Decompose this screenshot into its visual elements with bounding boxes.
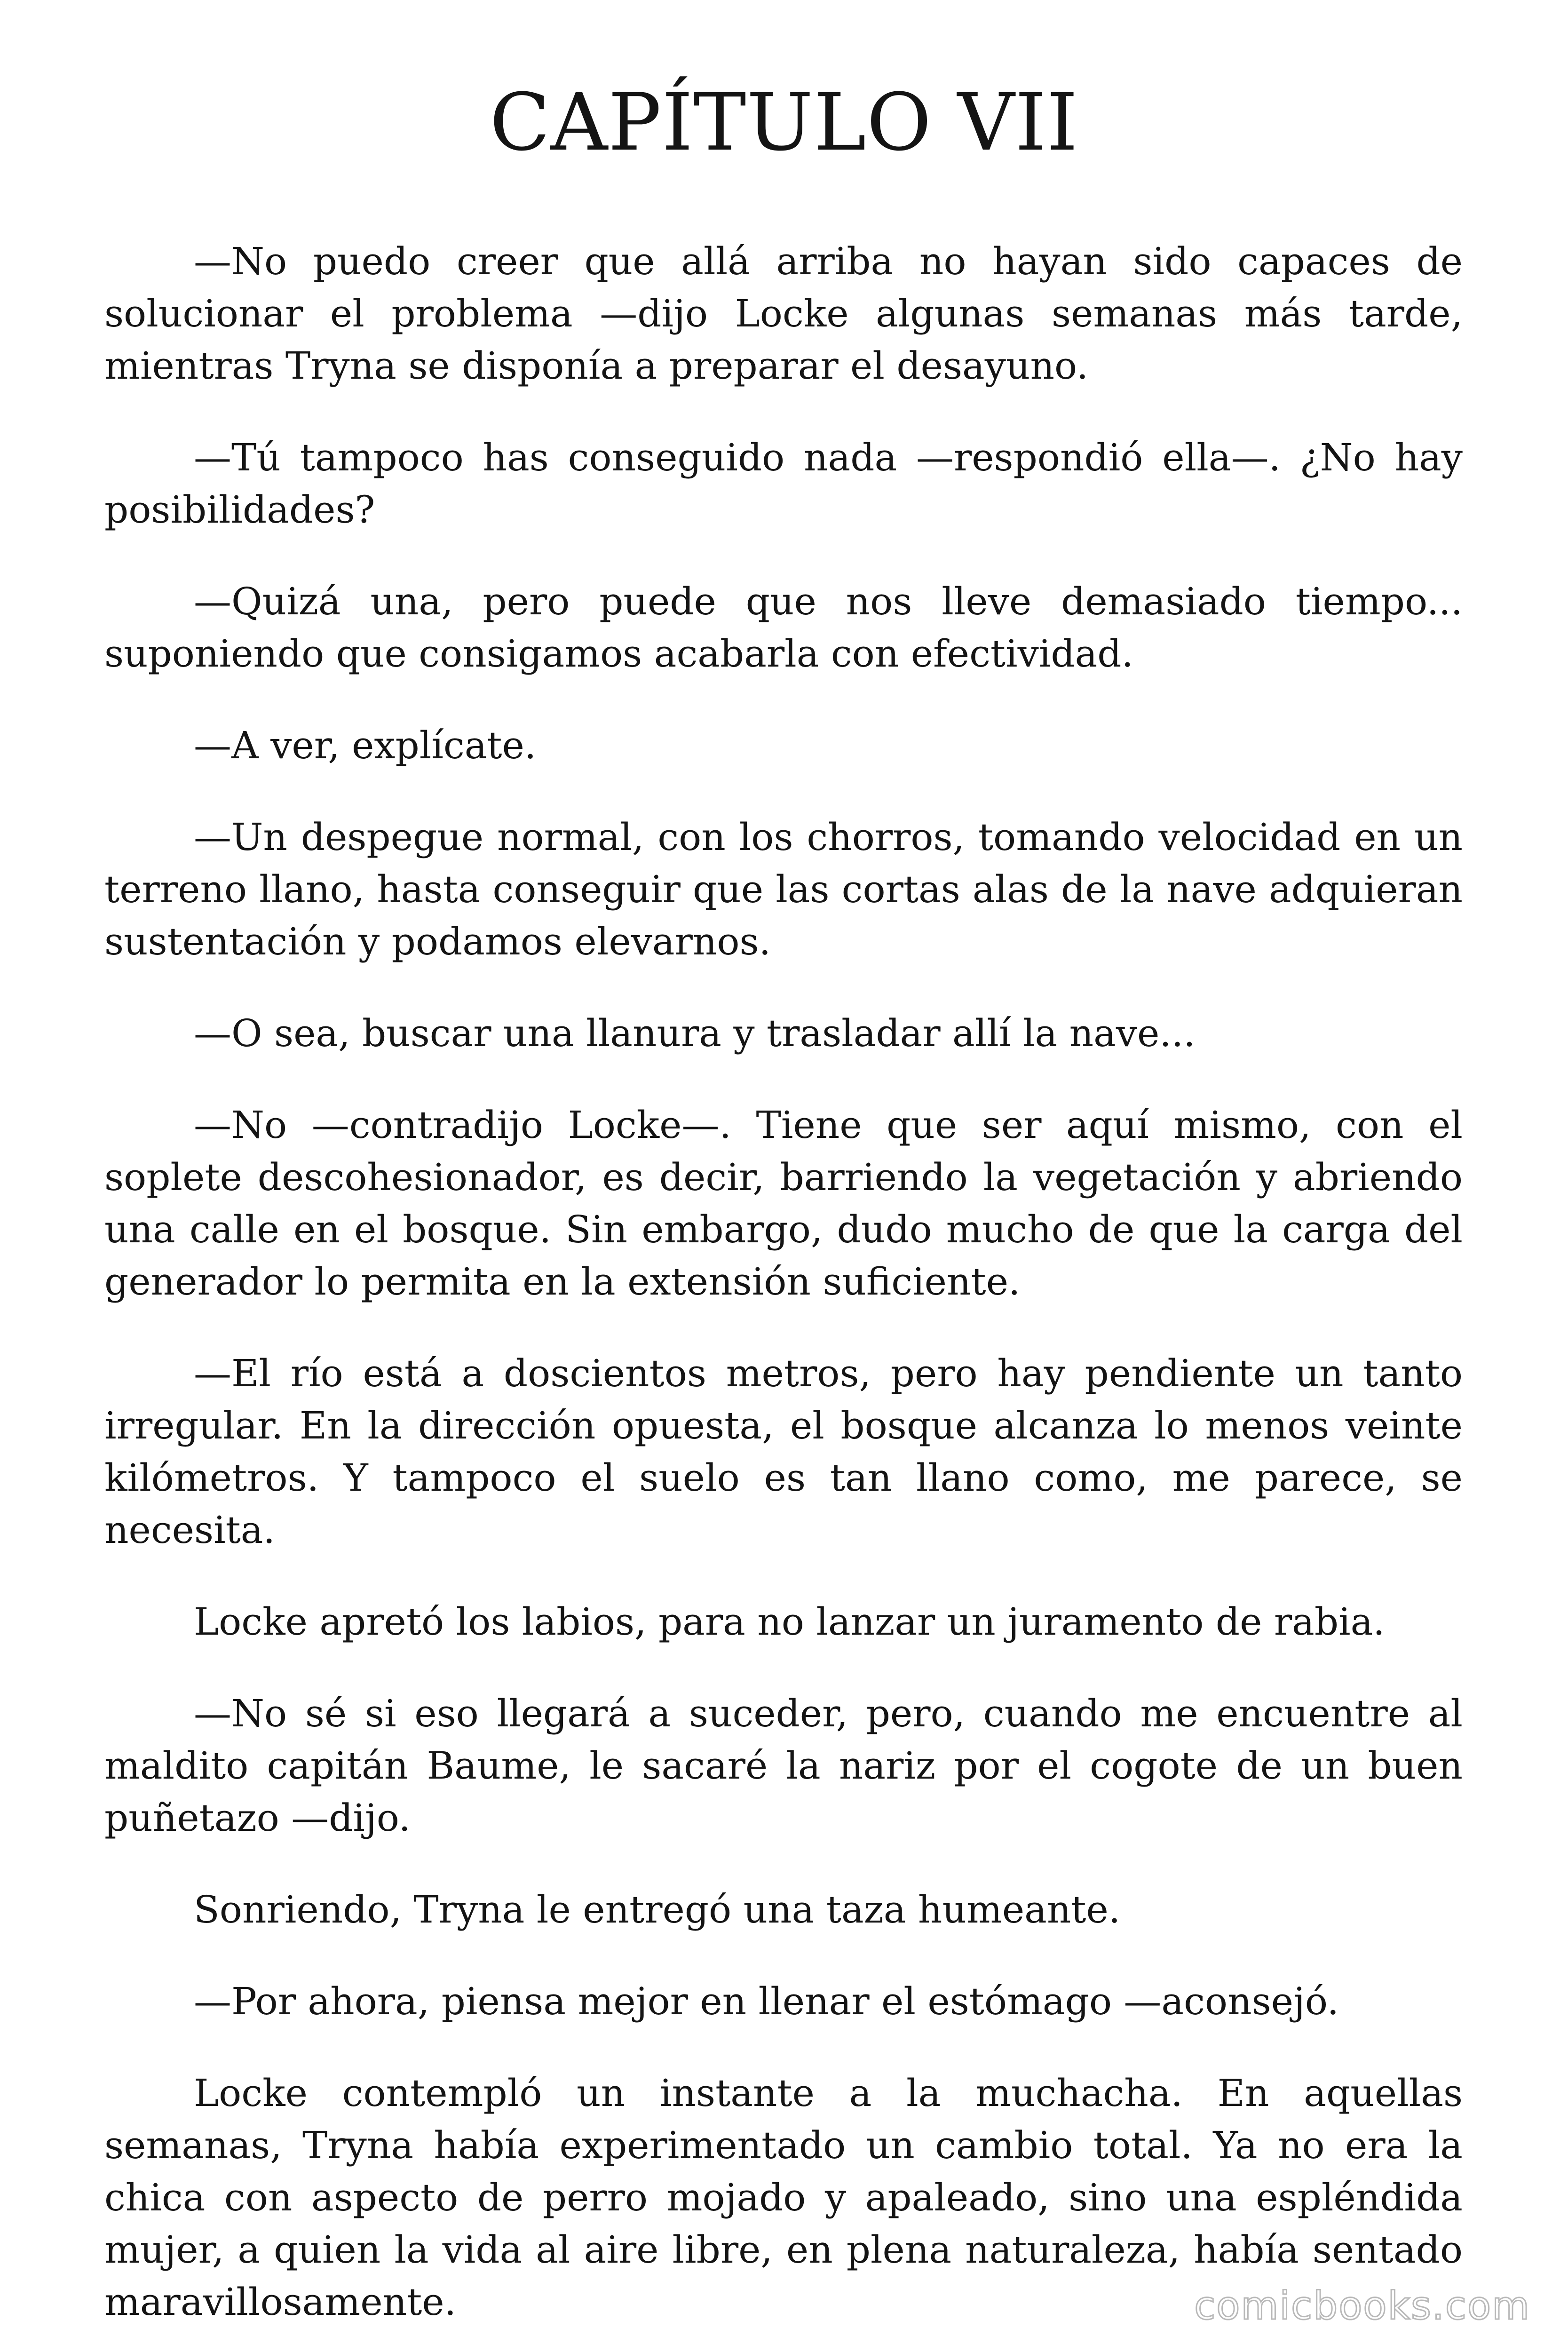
paragraph: —No —contradijo Locke—. Tiene que ser aquí mismo, con el soplete descohesionador, es decir, barriendo la vegetación y abriendo una calle en el bosque. Sin embargo, dudo mucho de que la carga del generador lo permita en la extensión suficiente.	[104, 1103, 1463, 1303]
paragraph: Locke apretó los labios, para no lanzar un juramento de rabia.	[194, 1600, 1385, 1644]
paragraph: —Por ahora, piensa mejor en llenar el estómago —aconsejó.	[194, 1979, 1339, 2023]
paragraph: —A ver, explícate.	[194, 723, 537, 767]
watermark: comicbooks.com	[1194, 2284, 1530, 2328]
paragraph: —Tú tampoco has conseguido nada —respondió ella—. ¿No hay posibilidades?	[104, 436, 1463, 532]
body-text	[104, 235, 1463, 2352]
paragraph: Locke contempló un instante a la muchacha. En aquellas semanas, Tryna había experimentado un cambio total. Ya no era la chica con aspecto de perro mojado y apaleado, sino una espléndida mujer, a quien la vida al aire libre, en plena naturaleza, había sentado maravillosamente.	[104, 2071, 1463, 2324]
paragraph: —No sé si eso llegará a suceder, pero, cuando me encuentre al maldito capitán Baume, le sacaré la nariz por el cogote de un buen puñetazo —dijo.	[104, 1692, 1463, 1840]
paragraph: Sonriendo, Tryna le entregó una taza humeante.	[194, 1888, 1121, 1931]
paragraph: —No puedo creer que allá arriba no hayan sido capaces de solucionar el problema —dijo Locke algunas semanas más tarde, mientras Tryna se disponía a preparar el desayuno.	[104, 239, 1463, 388]
paragraph: —Quizá una, pero puede que nos lleve demasiado tiempo... suponiendo que consigamos acabarla con efectividad.	[104, 580, 1463, 675]
chapter-title: CAPÍTULO VII	[490, 76, 1078, 168]
paragraph: —El río está a doscientos metros, pero hay pendiente un tanto irregular. En la dirección opuesta, el bosque alcanza lo menos veinte kilómetros. Y tampoco el suelo es tan llano como, me parece, se necesita.	[104, 1351, 1463, 1552]
paragraph: —O sea, buscar una llanura y trasladar allí la nave...	[194, 1011, 1196, 1055]
paragraph: —Un despegue normal, con los chorros, tomando velocidad en un terreno llano, hasta conseguir que las cortas alas de la nave adquieran sustentación y podamos elevarnos.	[104, 815, 1463, 963]
